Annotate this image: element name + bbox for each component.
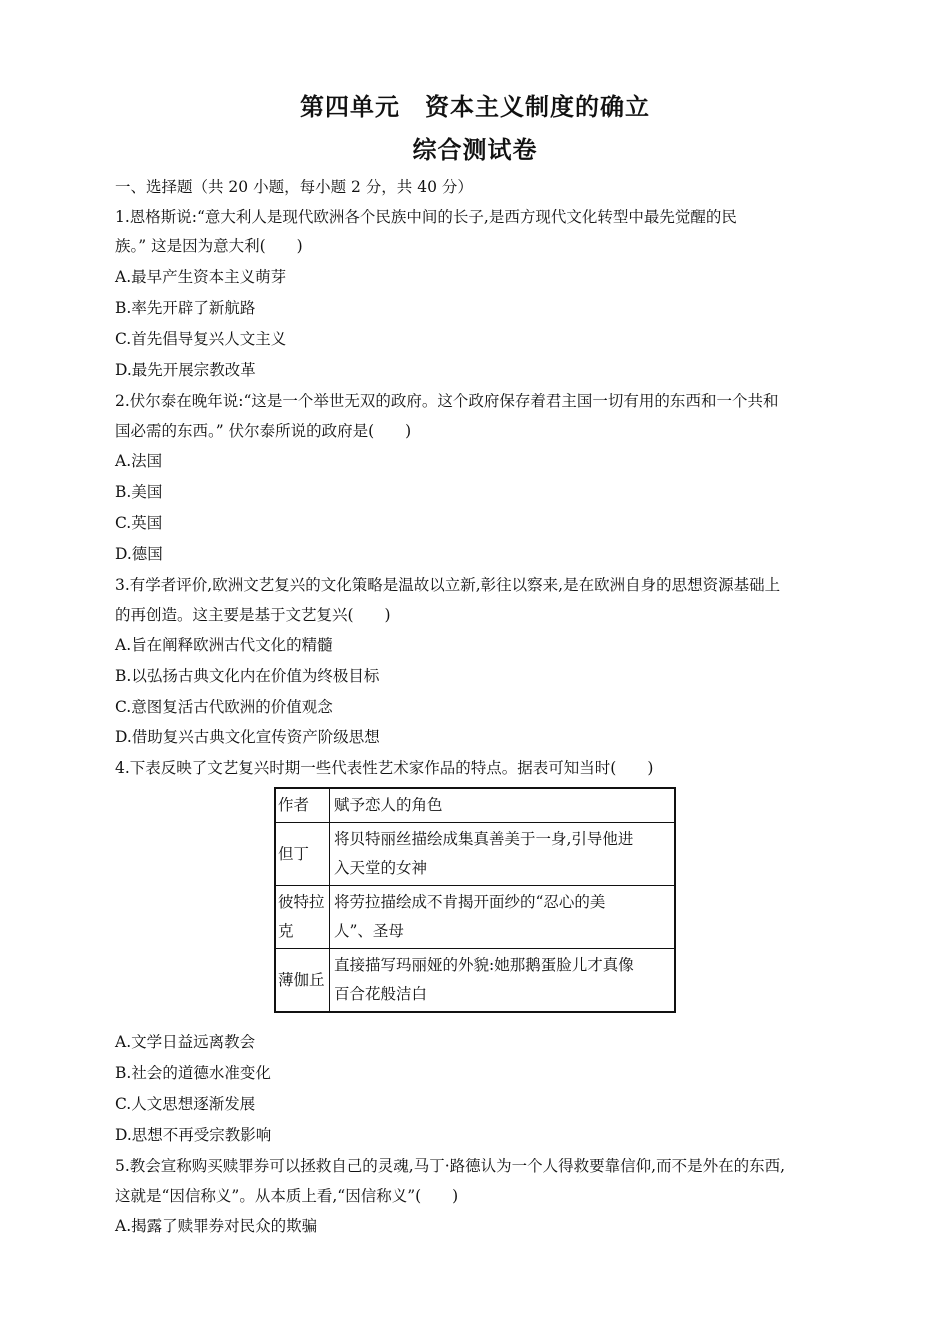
cell-line: 人”、圣母 [334,922,404,940]
table-row [275,823,675,886]
q4-option-b: B.社会的道德水准变化 [115,1064,271,1082]
q1-option-a: A.最早产生资本主义萌芽 [115,268,287,286]
q3-option-a: A.旨在阐释欧洲古代文化的精髓 [115,636,333,654]
table-cell-author [275,886,330,949]
q2-stem-line2: 国必需的东西。” 伏尔泰所说的政府是( ) [115,422,412,440]
cell-line: 彼特拉 [278,893,325,911]
q1-option-c: C.首先倡导复兴人文主义 [115,330,287,348]
cell-line: 入天堂的女神 [334,859,428,877]
table-cell-author: 但丁 [275,823,330,886]
q2-option-a: A.法国 [115,452,163,470]
document-subtitle: 综合测试卷 [412,136,538,164]
q4-table [274,787,676,1013]
q1-stem-line2: 族。” 这是因为意大利( ) [115,237,303,255]
cell-line: 百合花般洁白 [334,985,428,1003]
cell-line: 将劳拉描绘成不肯揭开面纱的“忍心的美 [334,893,606,911]
q3-option-d: D.借助复兴古典文化宣传资产阶级思想 [115,728,380,746]
q4-option-c: C.人文思想逐渐发展 [115,1095,256,1113]
q1-option-b: B.率先开辟了新航路 [115,299,256,317]
document-title: 第四单元 资本主义制度的确立 [300,93,650,121]
table-cell-role [330,949,676,1013]
q2-option-c: C.英国 [115,514,163,532]
q3-option-b: B.以弘扬古典文化内在价值为终极目标 [115,667,380,685]
cell-line: 直接描写玛丽娅的外貌:她那鹅蛋脸儿才真像 [334,956,634,974]
q2-option-d: D.德国 [115,545,163,563]
table-cell-author: 薄伽丘 [275,949,330,1013]
q3-stem-line2: 的再创造。这主要是基于文艺复兴( ) [115,606,391,624]
q4-option-d: D.思想不再受宗教影响 [115,1126,272,1144]
q2-option-b: B.美国 [115,483,163,501]
table-header-row [275,788,675,823]
cell-line: 克 [278,922,294,940]
q3-stem-line1: 3.有学者评价,欧洲文艺复兴的文化策略是温故以立新,彰往以察来,是在欧洲自身的思想资源基础上 [115,576,781,594]
q5-option-a: A.揭露了赎罪券对民众的欺骗 [115,1217,318,1235]
table-cell-role [330,886,676,949]
table-header-role: 赋予恋人的角色 [330,788,676,823]
q5-stem-line1: 5.教会宣称购买赎罪券可以拯救自己的灵魂,马丁·路德认为一个人得救要靠信仰,而不是外在的东西, [115,1157,785,1175]
table-row [275,949,675,1013]
q4-stem: 4.下表反映了文艺复兴时期一些代表性艺术家作品的特点。据表可知当时( ) [115,759,654,777]
cell-line: 将贝特丽丝描绘成集真善美于一身,引导他进 [334,830,634,848]
table-row [275,886,675,949]
table-header-author: 作者 [275,788,330,823]
table-cell-role [330,823,676,886]
section-header: 一、选择题（共 20 小题，每小题 2 分，共 40 分） [115,178,473,196]
q2-stem-line1: 2.伏尔泰在晚年说:“这是一个举世无双的政府。这个政府保存着君主国一切有用的东西和一个共和 [115,392,779,410]
q1-stem-line1: 1.恩格斯说:“意大利人是现代欧洲各个民族中间的长子,是西方现代文化转型中最先觉醒的民 [115,208,737,226]
q4-option-a: A.文学日益远离教会 [115,1033,256,1051]
q1-option-d: D.最先开展宗教改革 [115,361,256,379]
q3-option-c: C.意图复活古代欧洲的价值观念 [115,698,333,716]
q5-stem-line2: 这就是“因信称义”。从本质上看,“因信称义”( ) [115,1187,459,1205]
